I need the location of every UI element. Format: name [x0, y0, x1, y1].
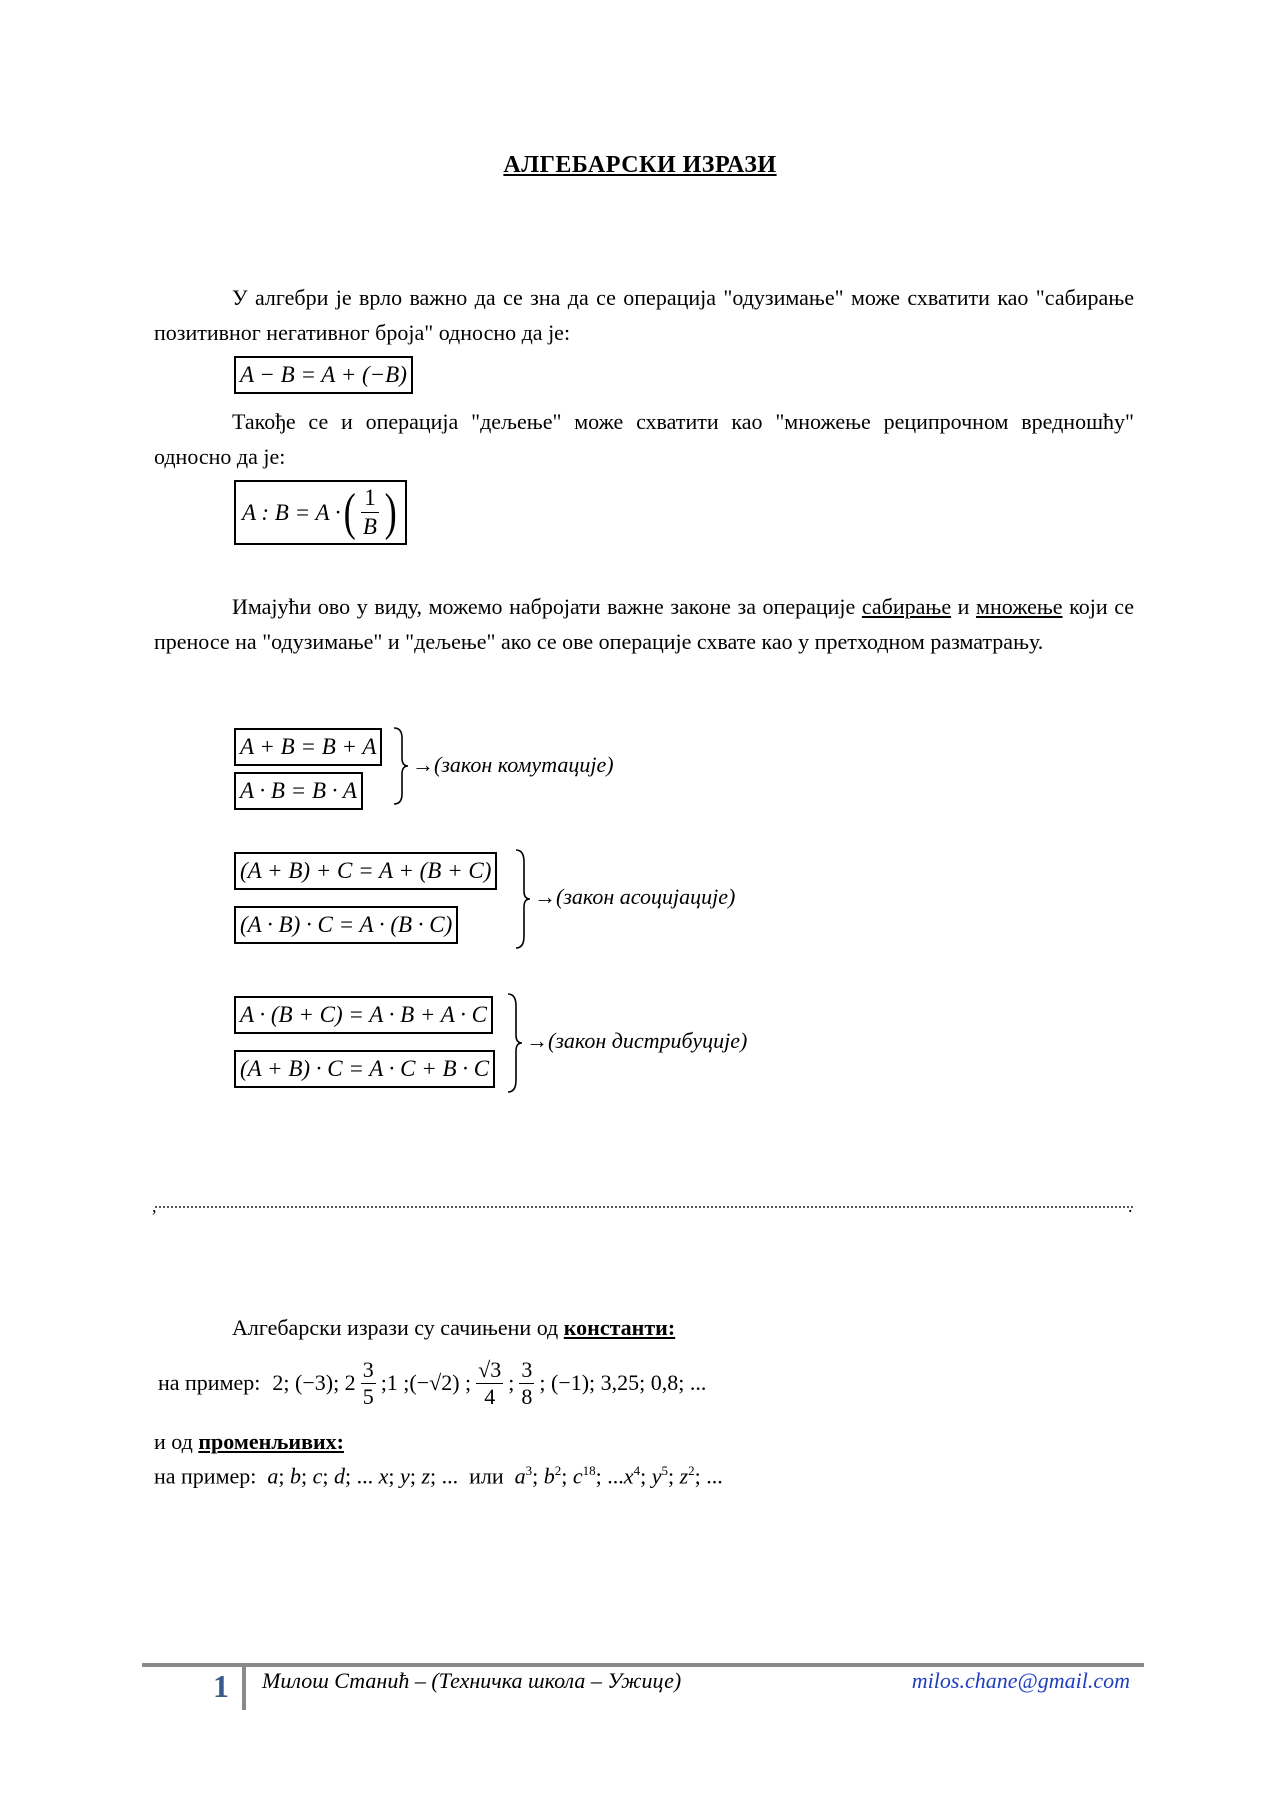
variable-a: a — [267, 1463, 279, 1489]
constants-part-b: ;1 ;(−√2) ; — [380, 1370, 472, 1395]
variables-example-row: на пример: a; b; c; d; ... x; y; z; ... или $a^3$; $b^2$; $c^{18}$; $...x^4$; $y^5$; $z^2$; ... — [154, 1463, 723, 1489]
right-paren: ) — [384, 483, 397, 541]
sqrt-denominator: 4 — [484, 1383, 496, 1409]
formula-subtraction: A − B = A + (−B) — [234, 356, 413, 394]
intro-paragraph-2: Такође се и операција "дељење" може схватити као "множење реципрочном вредношћу" односно да је: — [154, 409, 1134, 469]
right-brace-icon — [514, 848, 532, 950]
law-association-addition: (A + B) + C = A + (B + C) — [234, 852, 497, 890]
simple-denominator: 8 — [521, 1383, 533, 1409]
power-b-base: b — [543, 1463, 555, 1489]
variable-x: x — [378, 1463, 389, 1489]
p3-underlined-addition: сабирање — [861, 594, 952, 619]
intro-paragraph-1: У алгебри је врло важно да се зна да се операција "одузимање" може схватити као "сабирање позитивног негативног броја" односно да је: — [154, 285, 1134, 345]
separator-comma: , — [152, 1196, 157, 1216]
law-commutation-addition: A + B = B + A — [234, 728, 382, 766]
simple-fraction — [519, 1357, 534, 1410]
law-commutation-label: →(закон комутације) — [412, 752, 614, 777]
power-b-exp: 2 — [554, 1463, 562, 1478]
power-x-exp: 4 — [633, 1463, 641, 1478]
law-association-label: →(закон асоцијације) — [534, 884, 736, 909]
constants-heading: константи: — [563, 1315, 676, 1340]
law-association-multiplication: (A · B) · C = A · (B · C) — [234, 906, 458, 944]
fraction-numerator: 1 — [361, 484, 379, 513]
variables-line — [154, 1424, 1134, 1459]
variable-c: c — [312, 1463, 323, 1489]
variable-d: d — [334, 1463, 346, 1489]
power-c-base: c — [572, 1463, 583, 1489]
constants-part-c: ; (−1); 3,25; 0,8; ... — [539, 1370, 707, 1395]
right-brace-icon — [506, 992, 524, 1094]
intro-paragraph-3 — [154, 589, 1134, 659]
reciprocal-fraction — [360, 484, 380, 541]
footer-author: Милош Станић – (Техничка школа – Ужице) — [262, 1668, 682, 1693]
power-a-exp: 3 — [525, 1463, 533, 1478]
sqrt-numerator: √3 — [478, 1356, 502, 1382]
variables-heading: променљивих: — [198, 1429, 344, 1454]
power-z-exp: 2 — [688, 1463, 695, 1478]
variables-ellipsis-4: ... — [706, 1463, 723, 1489]
formula-division-left: A : B = A · — [242, 499, 341, 525]
p3-underlined-multiplication: множење — [976, 594, 1063, 619]
variables-ellipsis-1: ... — [356, 1463, 374, 1489]
mixed-denominator: 5 — [362, 1383, 374, 1409]
power-x-base: x — [623, 1463, 634, 1489]
p3-text-b: и — [951, 594, 977, 619]
p3-text-a: Имајући ово у виду, можемо набројати важне законе за операције — [232, 594, 862, 619]
simple-numerator: 3 — [521, 1356, 533, 1382]
page-number: 1 — [213, 1668, 229, 1704]
fraction-denominator: B — [362, 514, 377, 539]
constants-example-row — [158, 1350, 710, 1416]
sqrt-fraction — [476, 1357, 503, 1410]
law-commutation-multiplication: A · B = B · A — [234, 772, 363, 810]
variables-ellipsis-3: ... — [607, 1463, 624, 1489]
law-distribution-right: (A + B) · C = A · C + B · C — [234, 1050, 495, 1088]
expressions-intro — [154, 1310, 1134, 1345]
power-c-exp: 18 — [582, 1463, 596, 1478]
or-word: или — [469, 1463, 504, 1489]
constants-part-a: 2; (−3); 2 — [272, 1370, 356, 1395]
mixed-numerator: 3 — [362, 1356, 374, 1382]
variable-b: b — [290, 1463, 302, 1489]
right-brace-icon — [392, 726, 410, 806]
dotted-separator — [155, 1206, 1133, 1208]
power-y-base: y — [651, 1463, 662, 1489]
page-title: АЛГЕБАРСКИ ИЗРАЗИ — [503, 152, 777, 178]
power-a-base: a — [514, 1463, 526, 1489]
expressions-intro-text: Алгебарски изрази су сачињени од — [232, 1315, 564, 1340]
separator-period: . — [1128, 1196, 1133, 1216]
footer-email[interactable]: milos.chane@gmail.com — [911, 1668, 1130, 1693]
mixed-number-fraction — [361, 1357, 376, 1410]
law-distribution-label: →(закон дистрибуције) — [526, 1028, 748, 1053]
power-y-exp: 5 — [661, 1463, 668, 1478]
constants-separator: ; — [508, 1370, 515, 1395]
footer-divider — [242, 1665, 246, 1710]
footer-rule — [142, 1663, 1144, 1667]
variable-z: z — [421, 1463, 430, 1489]
variables-ellipsis-2: ... — [441, 1463, 459, 1489]
power-z-base: z — [679, 1463, 689, 1489]
left-paren: ( — [343, 483, 356, 541]
law-distribution-left: A · (B + C) = A · B + A · C — [234, 996, 493, 1034]
p3-text-c: који се преносе на "одузимање" и "дељење" ако се ове операције схвате као у претходном разматрању. — [154, 594, 1134, 654]
variable-y: y — [400, 1463, 410, 1489]
constants-example-prefix: на пример: — [158, 1370, 261, 1395]
variables-example-prefix: на пример: — [154, 1463, 257, 1489]
formula-division — [234, 480, 407, 545]
variables-and-of: и од — [154, 1429, 199, 1454]
